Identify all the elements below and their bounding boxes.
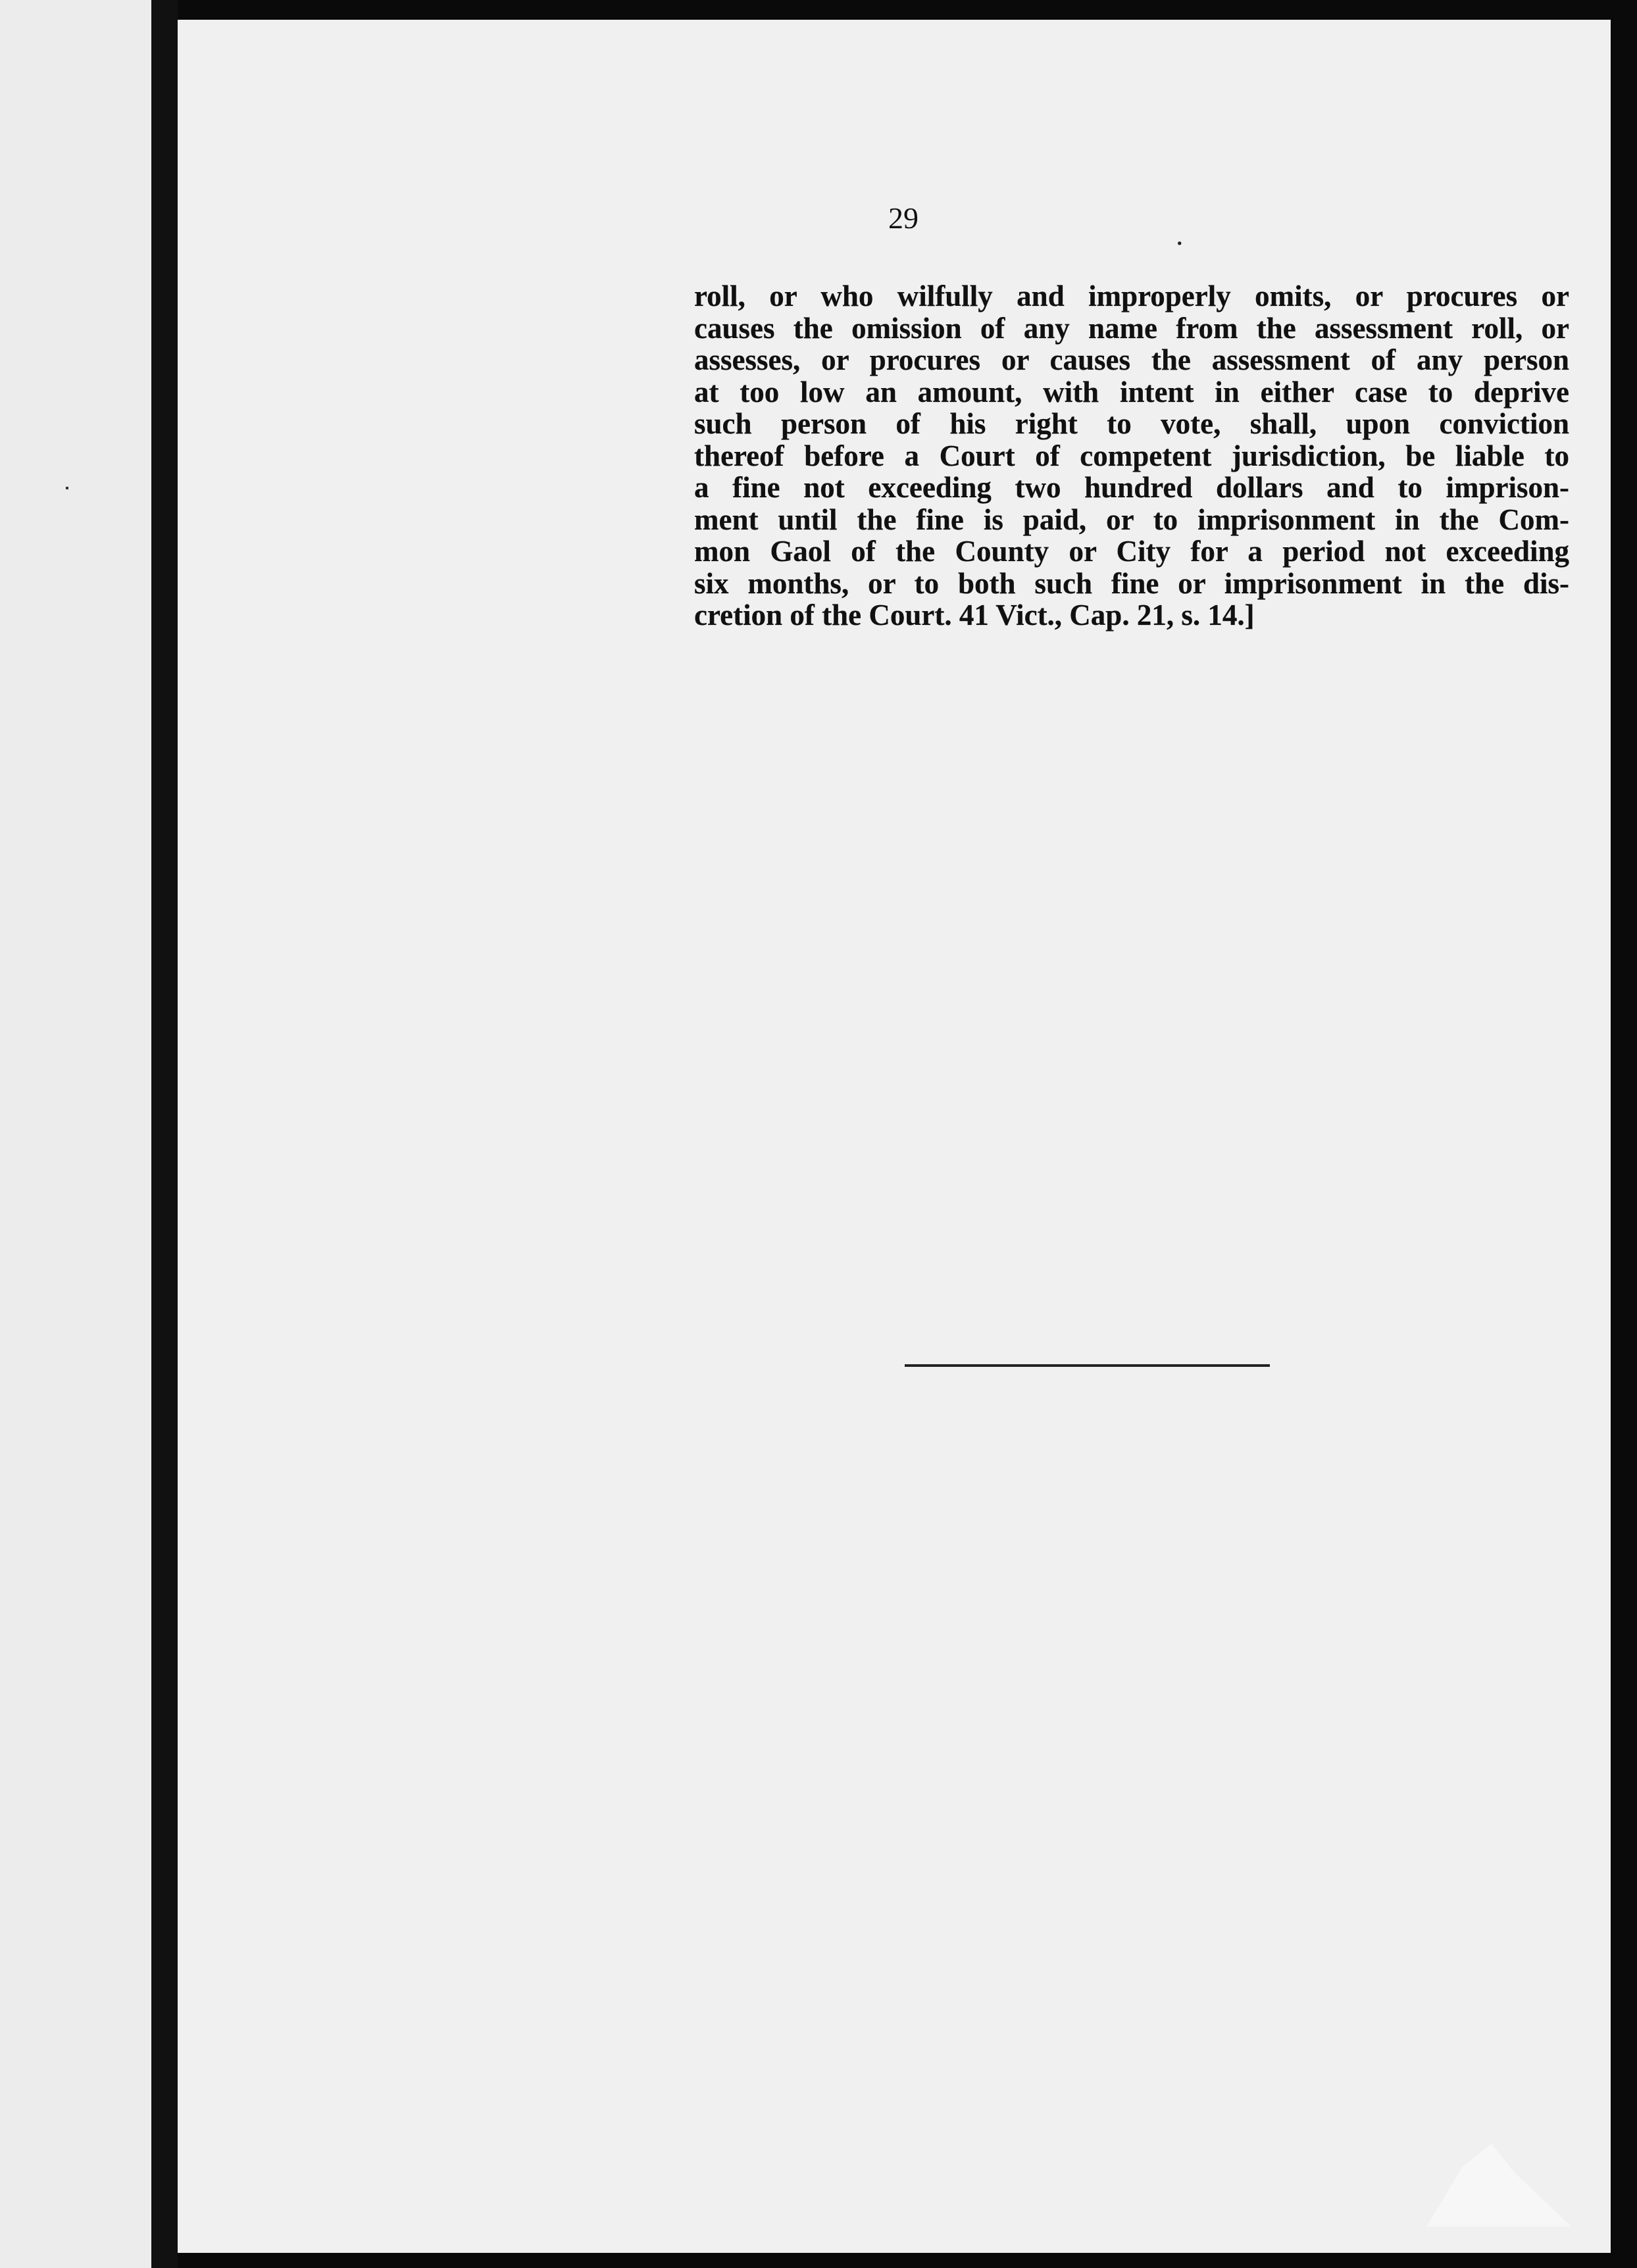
text-line: six months, or to both such fine or imprisonment in the dis- <box>694 566 1569 600</box>
section-divider-rule <box>905 1364 1270 1367</box>
stray-mark: . <box>1176 218 1184 251</box>
text-line: thereof before a Court of competent jurisdiction, be liable to <box>694 439 1569 472</box>
text-line: at too low an amount, with intent in either case to deprive <box>694 375 1569 408</box>
page-number: 29 <box>888 201 919 235</box>
text-line: roll, or who wilfully and improperly omits, or procures or <box>694 280 1569 312</box>
text-line: assesses, or procures or causes the assessment of any person <box>694 343 1569 376</box>
left-page-mark <box>66 487 68 489</box>
text-line: causes the omission of any name from the assessment roll, or <box>694 311 1569 345</box>
document-page <box>178 20 1611 2253</box>
torn-corner <box>1426 2134 1571 2227</box>
facing-page-edge <box>0 0 151 2268</box>
text-line: mon Gaol of the County or City for a period not exceeding <box>694 535 1569 568</box>
text-line: a fine not exceeding two hundred dollars and to imprison- <box>694 471 1569 504</box>
text-line: such person of his right to vote, shall, upon conviction <box>694 407 1569 440</box>
text-line: cretion of the Court. 41 Vict., Cap. 21, s. 14.] <box>694 599 1255 631</box>
body-paragraph <box>694 280 1569 631</box>
book-spine-shadow <box>151 0 178 2268</box>
text-line: ment until the fine is paid, or to imprisonment in the Com- <box>694 503 1569 536</box>
